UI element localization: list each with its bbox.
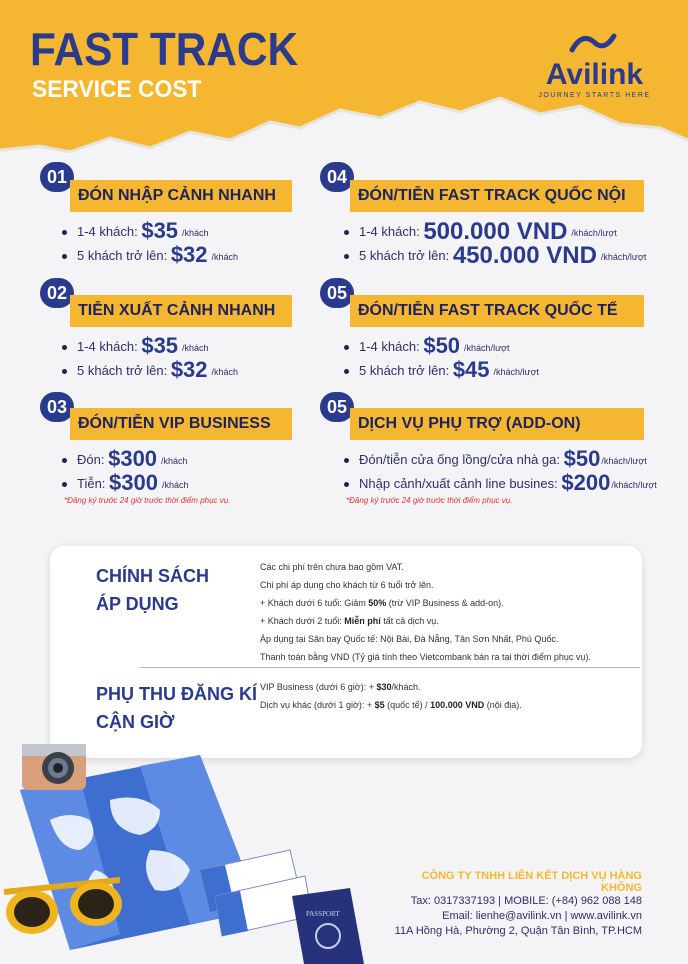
bullet-icon <box>344 369 349 374</box>
bullet-icon <box>344 345 349 350</box>
logo-wordmark: Avilink <box>545 58 644 91</box>
price-label: 5 khách trở lên: <box>77 363 168 378</box>
page-title: FAST TRACK <box>30 23 299 75</box>
bullet-icon <box>62 345 67 350</box>
section-number-badge: 04 <box>320 162 354 192</box>
logo-wave-icon <box>532 28 657 62</box>
bullet-icon <box>62 230 67 235</box>
price-label: Nhập cảnh/xuất cảnh line busines: <box>359 476 558 491</box>
service-title: ĐÓN NHẬP CẢNH NHANH <box>70 180 292 212</box>
policy-line: Áp dụng tại Sân bay Quốc tế: Nội Bài, Đà Nẵng, Tân Sơn Nhất, Phú Quốc. <box>260 634 559 644</box>
price-value: $32 <box>170 357 208 382</box>
policy-line: Các chi phí trên chưa bao gồm VAT. <box>260 562 404 572</box>
price-unit: /khách <box>161 456 188 466</box>
service-title: TIỄN XUẤT CẢNH NHANH <box>70 295 292 327</box>
price-value: $300 <box>109 470 158 495</box>
section-number-badge: 05 <box>320 392 354 422</box>
panel-divider <box>140 667 640 668</box>
price-value: $50 <box>563 446 601 471</box>
price-value: 500.000 VND <box>423 218 568 245</box>
price-unit: /khách <box>182 343 209 353</box>
bullet-icon <box>62 458 67 463</box>
surcharge-title-line2: CẬN GIỜ <box>96 712 175 732</box>
surcharge-line: VIP Business (dưới 6 giờ): + $30/khách. <box>260 682 421 692</box>
price-row <box>62 242 238 268</box>
bullet-icon <box>344 482 349 487</box>
price-unit: /khách <box>211 252 239 262</box>
price-label: 1-4 khách: <box>359 339 420 354</box>
service-title: ĐÓN/TIỄN FAST TRACK QUỐC TẾ <box>350 295 644 327</box>
price-unit: /khách <box>211 367 239 377</box>
policy-line: + Khách dưới 2 tuổi: Miễn phí tất cả dịch vụ. <box>260 616 439 626</box>
camera-icon <box>22 744 86 790</box>
price-label: 5 khách trở lên: <box>77 248 168 263</box>
price-row <box>344 357 539 383</box>
price-value: $200 <box>561 470 611 495</box>
policy-title-line2: ÁP DỤNG <box>96 594 179 614</box>
price-unit: /khách <box>182 228 209 238</box>
price-row <box>62 470 189 496</box>
passport-icon <box>292 888 364 964</box>
price-row <box>62 218 209 244</box>
policy-line: Chi phí áp dụng cho khách từ 6 tuổi trở lên. <box>260 580 434 590</box>
price-label: 1-4 khách: <box>77 339 138 354</box>
booking-note: *Đăng ký trước 24 giờ trước thời điểm phục vụ. <box>346 496 513 505</box>
price-value: $300 <box>108 446 158 471</box>
avilink-logo <box>532 28 657 108</box>
price-row <box>62 446 188 472</box>
surcharge-title-line1: PHỤ THU ĐĂNG KÍ <box>96 684 257 704</box>
company-tax-mobile: Tax: 0317337193 | MOBILE: (+84) 962 088 148 <box>410 895 642 907</box>
price-value: $50 <box>423 333 461 358</box>
price-label: 5 khách trở lên: <box>359 363 450 378</box>
bullet-icon <box>62 369 67 374</box>
price-unit: /khách/lượt <box>600 252 647 262</box>
service-title: ĐÓN/TIỄN VIP BUSINESS <box>70 408 292 440</box>
service-title: DỊCH VỤ PHỤ TRỢ (ADD-ON) <box>350 408 644 440</box>
bullet-icon <box>62 254 67 259</box>
price-unit: /khách/lượt <box>464 343 510 353</box>
price-unit: /khách/lượt <box>493 367 539 377</box>
section-number-badge: 05 <box>320 278 354 308</box>
price-value: 450.000 VND <box>452 242 597 269</box>
price-row <box>62 357 238 383</box>
bullet-icon <box>344 230 349 235</box>
price-label: 1-4 khách: <box>77 224 138 239</box>
price-label: Đón/tiễn cửa ống lồng/cửa nhà ga: <box>359 452 560 467</box>
price-label: 1-4 khách: <box>359 224 420 239</box>
price-row <box>62 333 209 359</box>
logo-tagline: JOURNEY STARTS HERE <box>538 92 651 99</box>
price-value: $35 <box>141 218 179 243</box>
policy-line: + Khách dưới 6 tuổi: Giảm 50% (trừ VIP Business & add-on). <box>260 598 504 608</box>
price-value: $35 <box>141 333 179 358</box>
booking-note: *Đăng ký trước 24 giờ trước thời điểm phục vụ. <box>64 496 231 505</box>
price-row <box>344 333 510 359</box>
surcharge-line: Dịch vụ khác (dưới 1 giờ): + $5 (quốc tế) / 100.000 VND (nội địa). <box>260 700 522 710</box>
price-value: $32 <box>170 242 208 267</box>
policy-title-line1: CHÍNH SÁCH <box>96 566 210 586</box>
svg-text:PASSPORT: PASSPORT <box>306 910 340 918</box>
service-title: ĐÓN/TIỄN FAST TRACK QUỐC NỘI <box>350 180 644 212</box>
section-number-badge: 03 <box>40 392 74 422</box>
travel-illustration <box>0 720 380 964</box>
price-label: 5 khách trở lên: <box>359 248 450 263</box>
company-info <box>380 870 642 939</box>
price-unit: /khách/lượt <box>601 456 647 466</box>
price-row <box>344 446 647 472</box>
price-unit: /khách <box>162 480 189 490</box>
section-number-badge: 02 <box>40 278 74 308</box>
section-number-badge: 01 <box>40 162 74 192</box>
company-address: 11A Hồng Hà, Phường 2, Quận Tân Bình, TP.HCM <box>394 925 642 937</box>
price-unit: /khách/lượt <box>611 480 657 490</box>
bullet-icon <box>344 458 349 463</box>
price-label: Tiễn: <box>77 476 106 491</box>
price-unit: /khách/lượt <box>571 228 617 238</box>
company-contact: Email: lienhe@avilink.vn | www.avilink.vn <box>442 910 642 922</box>
price-value: $45 <box>452 357 490 382</box>
page-subtitle: SERVICE COST <box>32 76 202 103</box>
bullet-icon <box>344 254 349 259</box>
company-name: CÔNG TY TNHH LIÊN KẾT DỊCH VỤ HÀNG KHÔNG <box>421 870 642 894</box>
price-label: Đón: <box>77 452 105 467</box>
bullet-icon <box>62 482 67 487</box>
price-row <box>344 470 657 496</box>
policy-line: Thanh toán bằng VND (Tỷ giá tính theo Vietcombank bán ra tại thời điểm phục vụ). <box>260 652 591 662</box>
price-row <box>344 242 646 270</box>
